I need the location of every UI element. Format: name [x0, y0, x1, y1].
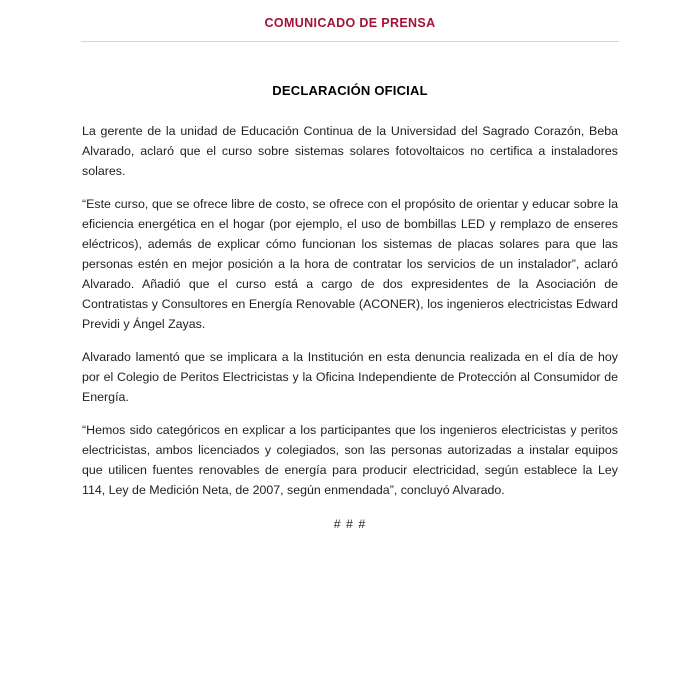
document-body — [82, 42, 618, 534]
end-of-release-marker: # # # — [333, 517, 367, 531]
page-title: DECLARACIÓN OFICIAL — [272, 83, 428, 98]
body-paragraph-2: “Este curso, que se ofrece libre de costo, se ofrece con el propósito de orientar y educar sobre la eficiencia energética en el hogar (por ejemplo, el uso de bombillas LED y remplazo de enseres eléctricos), además de explicar cómo funcionan los sistemas de placas solares para que las personas estén en mejor posición a la hora de contratar los servicios de un instalador”, aclaró Alvarado. Añadió que el curso está a cargo de dos expresidentes de la Asociación de Contratistas y Consultores en Energía Renovable (ACONER), los ingenieros electricistas Edward Previdi y Ángel Zayas. — [82, 197, 618, 331]
body-paragraph-1: La gerente de la unidad de Educación Continua de la Universidad del Sagrado Corazón, Beba Alvarado, aclaró que el curso sobre sistemas solares fotovoltaicos no certifica a instaladores solares. — [82, 124, 618, 178]
body-paragraph-4: “Hemos sido categóricos en explicar a los participantes que los ingenieros electricistas y peritos electricistas, ambos licenciados y colegiados, son las personas autorizadas a instalar equipos que utilicen fuentes renovables de energía para producir electricidad, según establece la Ley 114, Ley de Medición Neta, de 2007, según enmendada”, concluyó Alvarado. — [82, 423, 618, 497]
press-release-banner-label: COMUNICADO DE PRENSA — [264, 16, 436, 30]
body-paragraph-3: Alvarado lamentó que se implicara a la Institución en esta denuncia realizada en el día de hoy por el Colegio de Peritos Electricistas y la Oficina Independiente de Protección al Consumidor de Energía. — [82, 350, 618, 404]
press-release-banner — [0, 0, 700, 32]
